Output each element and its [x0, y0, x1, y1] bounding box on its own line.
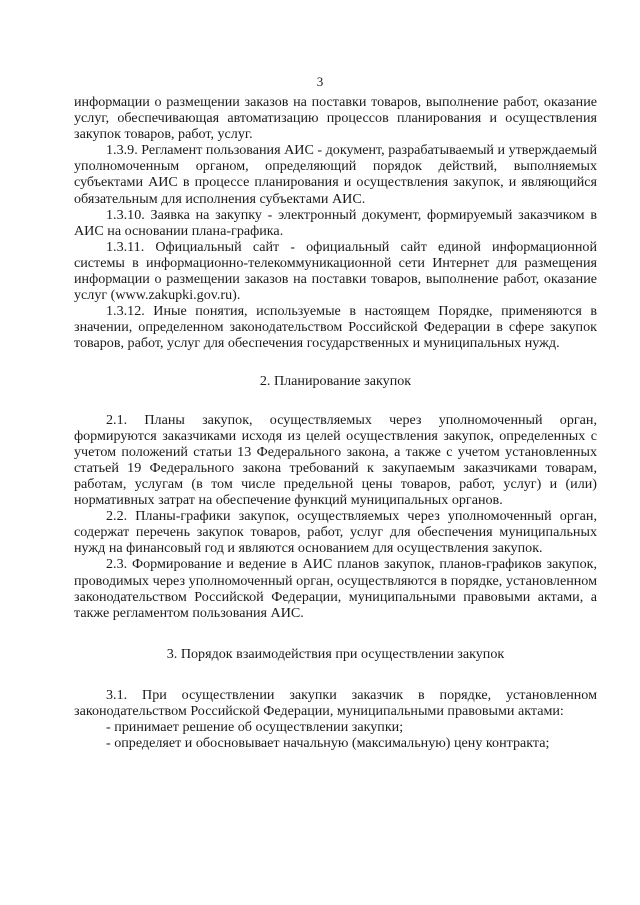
document-body: [74, 94, 597, 751]
page-number: 3: [316, 74, 324, 89]
list-item: - принимает решение об осуществлении закупки;: [106, 719, 404, 736]
paragraph-3-1: 3.1. При осуществлении закупки заказчик в порядке, установленном законодательством Российской Федерации, муниципальными правовыми актами:: [74, 686, 597, 719]
paragraph-1-3-10: 1.3.10. Заявка на закупку - электронный документ, формируемый заказчиком в АИС на основании плана-графика.: [74, 206, 597, 239]
paragraph-1-3-11: 1.3.11. Официальный сайт - официальный сайт единой информационной системы в информационно-телекоммуникационной сети Интернет для размещения информации о размещении заказов на поставки товаров, выполнение работ, оказание услуг (www.zakupki.gov.ru).: [74, 238, 597, 304]
paragraph-2-3: 2.3. Формирование и ведение в АИС планов закупок, планов-графиков закупок, проводимых через уполномоченный орган, осуществляются в порядке, установленном законодательством Российской Федерации, муниципальными правовыми актами, а также регламентом пользования АИС.: [74, 556, 597, 621]
paragraph-continuation: информации о размещении заказов на поставки товаров, выполнение работ, оказание услуг, обеспечивающая автоматизацию процессов планирования и осуществления закупок товаров, работ, услуг.: [74, 94, 597, 143]
paragraph-1-3-9: 1.3.9. Регламент пользования АИС - документ, разрабатываемый и утверждаемый уполномоченным органом, определяющий порядок действий, выполняемых субъектами АИС в процессе планирования и осуществления закупок, и являющийся обязательным для исполнения субъектами АИС.: [74, 142, 597, 207]
paragraph-1-3-12: 1.3.12. Иные понятия, используемые в настоящем Порядке, применяются в значении, определенном законодательством Российской Федерации в сфере закупок товаров, работ, услуг для обеспечения государственных и муниципальных нужд.: [74, 303, 597, 352]
section-3-heading: 3. Порядок взаимодействия при осуществлении закупок: [166, 645, 505, 662]
section-2-heading: 2. Планирование закупок: [259, 372, 412, 389]
list-item: - определяет и обосновывает начальную (максимальную) цену контракта;: [106, 735, 550, 752]
paragraph-2-2: 2.2. Планы-графики закупок, осуществляемых через уполномоченный орган, содержат перечень закупок товаров, работ, услуг для обеспечения муниципальных нужд на финансовый год и являются основанием для осуществления закупок.: [74, 508, 597, 557]
paragraph-2-1: 2.1. Планы закупок, осуществляемых через уполномоченный орган, формируются заказчиками исходя из целей осуществления закупок, определенных с учетом положений статьи 13 Федерального закона, а также с учетом установленных статьей 19 Федерального закона требований к закупаемым заказчиками товарам, работам, услугам (в том числе предельной цены товаров, работ, услуг) и (или) нормативных затрат на обеспечение функций муниципальных органов.: [74, 411, 597, 509]
